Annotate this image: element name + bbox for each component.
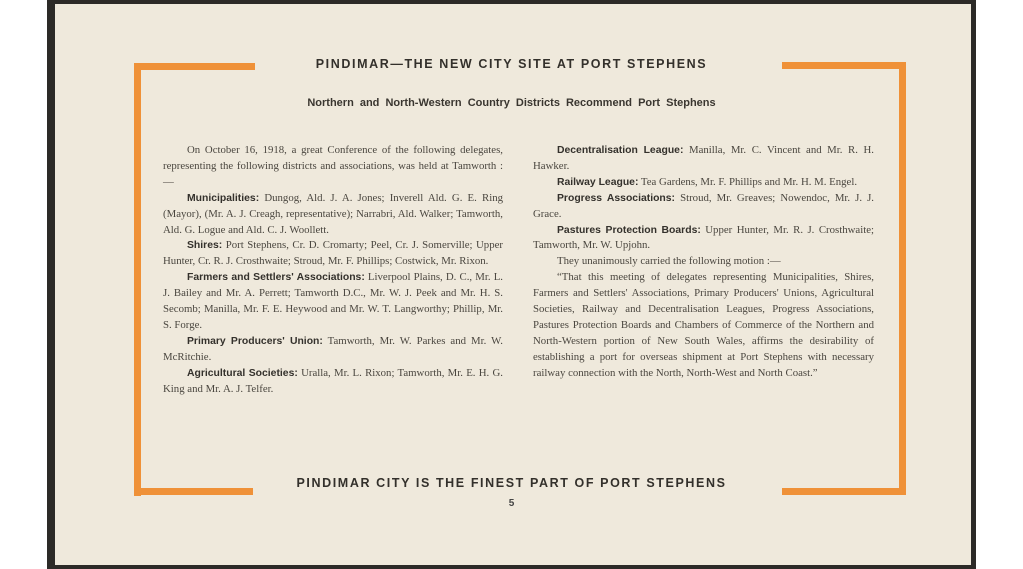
entry-text: Upper Hunter, Mr. R. J. Crosthwaite; Tamworth, Mr. W. Upjohn. bbox=[533, 223, 875, 252]
intro-paragraph: On October 16, 1918, a great Conference of the following delegates, representing the following districts and associations, was held at Tamworth :— bbox=[163, 144, 503, 188]
entry-decentralisation-league bbox=[533, 143, 874, 175]
entry-pastures-protection bbox=[533, 223, 874, 255]
page-number: 5 bbox=[508, 498, 515, 509]
entry-municipalities bbox=[163, 191, 503, 239]
entry-label: Railway League: bbox=[557, 176, 639, 188]
motion-text: “That this meeting of delegates representing Municipalities, Shires, Farmers and Settlers' Associations, Primary Producers' Unions, Agricultural Societies, Railway and Decentralisation Leagues, Progress Associations, Pastures Protection Boards and Chambers of Commerce of the Northern and North-Western portion of New South Wales, affirms the desirability of establishing a port for overseas shipment at Port Stephens with necessary railway connection with the North, North-West and North Coast.” bbox=[533, 271, 874, 379]
motion-intro: They unanimously carried the following motion :— bbox=[557, 255, 781, 268]
footer-slogan: PINDIMAR CITY IS THE FINEST PART OF PORT STEPHENS bbox=[296, 476, 727, 490]
right-column bbox=[533, 143, 874, 382]
entry-label: Agricultural Societies: bbox=[187, 367, 298, 379]
entry-farmers-settlers bbox=[163, 270, 503, 334]
entry-railway-league bbox=[533, 175, 874, 191]
document-subtitle: Northern and North-Western Country Districts Recommend Port Stephens bbox=[307, 97, 716, 109]
entry-label: Municipalities: bbox=[187, 192, 260, 204]
entry-label: Decentralisation League: bbox=[557, 145, 684, 156]
document-title: PINDIMAR—THE NEW CITY SITE AT PORT STEPHENS bbox=[315, 57, 708, 71]
entry-text: Liverpool Plains, D. C., Mr. L. J. Bailey and Mr. A. Perrett; Tamworth D.C., Mr. W. J. Peek and Mr. H. S. Secomb; Manilla, Mr. F. E. Heywood and Mr. W. T. Langworthy; Phillip, Mr. S. Forge. bbox=[163, 271, 503, 331]
left-column bbox=[163, 143, 503, 398]
frame-right-side bbox=[899, 62, 906, 495]
entry-label: Farmers and Settlers' Associations: bbox=[187, 272, 365, 284]
entry-shires bbox=[163, 238, 503, 270]
entry-label: Pastures Protection Boards: bbox=[557, 224, 701, 236]
entry-progress-associations bbox=[533, 191, 874, 223]
entry-text: Tamworth, Mr. W. Parkes and Mr. W. McRitchie. bbox=[163, 334, 504, 363]
entry-text: Manilla, Mr. C. Vincent and Mr. R. H. Hawker. bbox=[533, 144, 874, 172]
entry-label: Progress Associations: bbox=[557, 192, 676, 204]
entry-agricultural-societies bbox=[163, 366, 503, 398]
entry-text: Stroud, Mr. Greaves; Nowendoc, Mr. J. J. Grace. bbox=[533, 191, 874, 220]
entry-text: Tea Gardens, Mr. F. Phillips and Mr. H. M. Engel. bbox=[638, 175, 858, 188]
entry-text: Uralla, Mr. L. Rixon; Tamworth, Mr. E. H. G. King and Mr. A. J. Telfer. bbox=[163, 366, 503, 395]
frame-left-side bbox=[134, 63, 141, 496]
entry-primary-producers bbox=[163, 334, 503, 366]
entry-text: Dungog, Ald. J. A. Jones; Inverell Ald. G. E. Ring (Mayor), (Mr. A. J. Creagh, representative); Narrabri, Ald. Walker; Tamworth, Ald. G. Logue and Ald. C. J. Woollett. bbox=[163, 191, 503, 236]
entry-text: Port Stephens, Cr. D. Cromarty; Peel, Cr. J. Somerville; Upper Hunter, Cr. R. J. Crosthwaite; Stroud, Mr. F. Phillips; Costwick, Mr. Rixon. bbox=[163, 239, 503, 268]
entry-label: Shires: bbox=[187, 240, 223, 252]
entry-label: Primary Producers' Union: bbox=[187, 335, 323, 347]
